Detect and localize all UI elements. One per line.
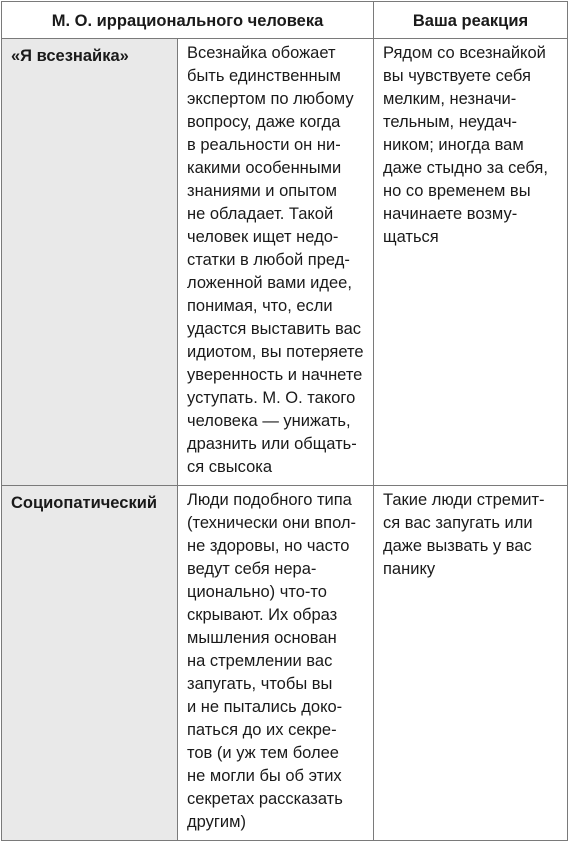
type-cell: «Я всезнайка»: [2, 39, 178, 486]
text-line: не могли бы об этих: [187, 767, 342, 785]
irrational-behavior-table: [1, 1, 568, 841]
text-line: человек ищет недо-: [187, 228, 339, 246]
text-line: Такие люди стремит-: [383, 491, 545, 509]
text-line: мелким, незначи-: [383, 90, 517, 108]
text-line: ся вас запугать или: [383, 514, 533, 532]
header-type: М. О. иррационального человека: [2, 2, 374, 39]
text-line: даже вызвать у вас: [383, 537, 532, 555]
text-line: какими особенными: [187, 159, 342, 177]
reaction-cell: [374, 486, 568, 841]
text-line: вопросу, даже когда: [187, 113, 341, 131]
text-line: удастся выставить вас: [187, 320, 362, 338]
text-line: ложенной вами идее,: [187, 274, 352, 292]
text-line: в реальности он ни-: [187, 136, 341, 154]
text-line: понимая, что, если: [187, 297, 333, 315]
description-cell: [178, 39, 374, 486]
text-line: даже стыдно за себя,: [383, 159, 548, 177]
text-line: другим): [187, 813, 246, 831]
text-line: Люди подобного типа: [187, 491, 352, 509]
text-line: не здоровы, но часто: [187, 537, 350, 555]
text-line: уступать. М. О. такого: [187, 389, 356, 407]
text-line: тов (и уж тем более: [187, 744, 339, 762]
text-line: не обладает. Такой: [187, 205, 334, 223]
text-line: запугать, чтобы вы: [187, 675, 333, 693]
type-cell: Социопатический: [2, 486, 178, 841]
text-line: но со временем вы: [383, 182, 531, 200]
description-cell: [178, 486, 374, 841]
text-line: статки в любой пред-: [187, 251, 350, 269]
table-row: [2, 486, 568, 841]
header-reaction: Ваша реакция: [374, 2, 568, 39]
text-line: и не пытались доко-: [187, 698, 343, 716]
text-line: паться до их секре-: [187, 721, 337, 739]
text-line: уверенность и начнете: [187, 366, 363, 384]
text-line: идиотом, вы потеряете: [187, 343, 364, 361]
text-line: Всезнайка обожает: [187, 44, 336, 62]
text-line: скрывают. Их образ: [187, 606, 338, 624]
table-row: [2, 39, 568, 486]
text-line: ведут себя нера-: [187, 560, 317, 578]
text-line: ся свысока: [187, 458, 273, 476]
reaction-cell: [374, 39, 568, 486]
text-line: экспертом по любому: [187, 90, 354, 108]
text-line: начинаете возму-: [383, 205, 518, 223]
text-line: ционально) что-то: [187, 583, 327, 601]
text-line: (технически они впол-: [187, 514, 357, 532]
text-line: человека — унижать,: [187, 412, 351, 430]
text-line: щаться: [383, 228, 439, 246]
text-line: ником; иногда вам: [383, 136, 524, 154]
text-line: вы чувствуете себя: [383, 67, 531, 85]
text-line: Рядом со всезнайкой: [383, 44, 546, 62]
text-line: тельным, неудач-: [383, 113, 518, 131]
text-line: быть единственным: [187, 67, 341, 85]
header-row: [2, 2, 568, 39]
text-line: панику: [383, 560, 436, 578]
text-line: знаниями и опытом: [187, 182, 337, 200]
text-line: секретах рассказать: [187, 790, 343, 808]
text-line: на стремлении вас: [187, 652, 333, 670]
text-line: мышления основан: [187, 629, 337, 647]
text-line: дразнить или общать-: [187, 435, 357, 453]
